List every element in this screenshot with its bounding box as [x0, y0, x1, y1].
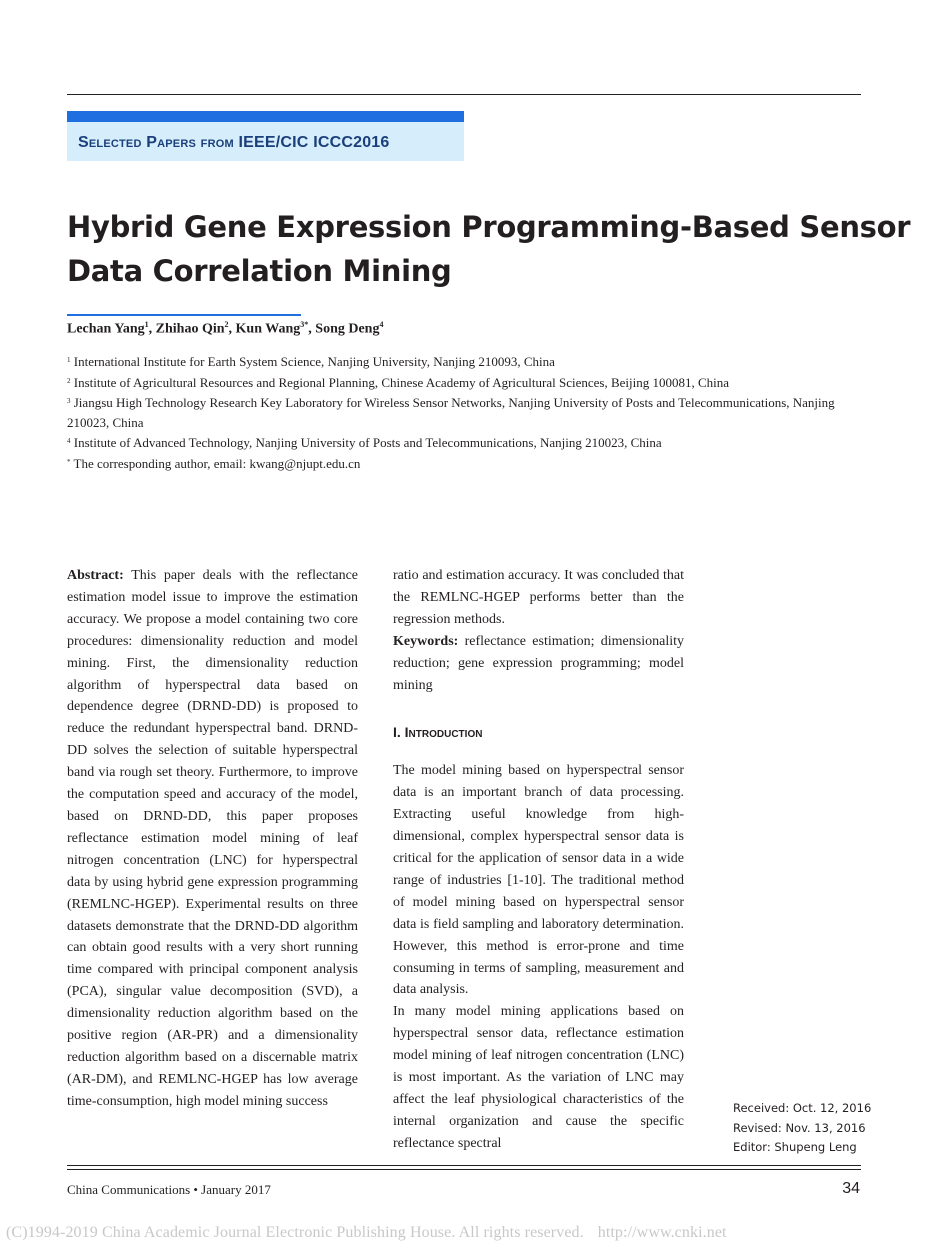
banner-accent-bar	[67, 111, 464, 122]
paper-title	[67, 205, 911, 293]
footer-rule	[67, 1169, 861, 1170]
author-name: Zhihao Qin	[155, 321, 225, 337]
revised-date: Revised: Nov. 13, 2016	[733, 1120, 866, 1135]
affiliation-list	[67, 351, 862, 474]
author-sup: 1	[144, 320, 149, 329]
abstract-text: This paper deals with the reflectance estimation model issue to improve the estimation accuracy. We propose a model containing two core procedures: dimensionality reduction and model mining. First, the dimensionality reduction algorithm of hyperspectral data based on dependence degree (DRND-DD) is proposed to reduce the redundant hyperspectral band. DRND-DD solves the selection of suitable hyperspectral band via rough set theory. Furthermore, to improve the computation speed and accuracy of the model, based on DRND-DD, this paper proposes reflectance estimation model mining of leaf nitrogen concentration (LNC) for hyperspectral data by using hybrid gene expression programming (REMLNC-HGEP). Experimental results on three datasets demonstrate that the DRND-DD algorithm can obtain good results with a very short running time compared with principal component analysis (PCA), singular value decomposition (SVD), a dimensionality reduction algorithm based on the positive region (AR-PR) and a dimensionality reduction algorithm based on a discernable matrix (AR-DM), and REMLNC-HGEP has low average time-consumption, high model mining success	[67, 568, 359, 1109]
copyright-watermark	[6, 1224, 727, 1242]
keywords-paragraph	[393, 631, 684, 697]
author-name: Kun Wang	[235, 321, 301, 337]
keywords-label: Keywords:	[393, 633, 459, 649]
affiliation-item: $^3$ Jiangsu High Technology Research Key Laboratory for Wireless Sensor Networks, Nanjing University of Posts and Telecommunications, Nanjing 210023, China	[67, 395, 835, 430]
footer-rule	[67, 1165, 861, 1166]
author-sup: 4	[379, 320, 384, 329]
author-list: Lechan Yang$^1$, Zhihao Qin$^2$, Kun Wang$^{3*}$, Song Deng$^4$	[67, 320, 384, 337]
abstract-label: Abstract:	[67, 568, 124, 583]
affiliation-item: $^2$ Institute of Agricultural Resources and Regional Planning, Chinese Academy of Agricultural Sciences, Beijing 100081, China	[67, 374, 730, 390]
column-left	[67, 565, 358, 1113]
column-middle	[393, 565, 684, 1155]
editor-name: Editor: Shupeng Leng	[733, 1140, 857, 1154]
affiliation-item: * The corresponding author, email: kwang@njupt.edu.cn	[67, 455, 361, 471]
author-name: Lechan Yang	[67, 321, 145, 337]
banner	[67, 122, 464, 161]
affiliation-item: $^4$ Institute of Advanced Technology, Nanjing University of Posts and Telecommunications, Nanjing 210023, China	[67, 435, 662, 451]
intro-paragraph-2: In many model mining applications based on hyperspectral sensor data, reflectance estimation model mining of leaf nitrogen concentration (LNC) is most important. As the variation of LNC may affect the leaf physiological characteristics of the internal organization and cause the specific reflectance spectral	[393, 1004, 684, 1151]
title-underline	[67, 314, 301, 316]
watermark-url: http://www.cnki.net	[597, 1224, 727, 1241]
page-number: 34	[842, 1180, 860, 1197]
intro-paragraph-1: The model mining based on hyperspectral sensor data is an important branch of data processing. Extracting useful knowledge from high-dimensional, complex hyperspectral sensor data is critical for the application of sensor data in a wide range of industries [1-10]. The traditional method of model mining based on hyperspectral sensor data is field sampling and laboratory determination. However, this method is error-prone and time consuming in terms of sampling, measurement and data analysis.	[393, 763, 684, 998]
author-sup: 3*	[300, 320, 309, 329]
submission-info	[733, 1099, 871, 1158]
affiliation-item: $^1$ International Institute for Earth System Science, Nanjing University, Nanjing 210093, China	[67, 354, 555, 369]
author-name: Song Deng	[315, 321, 380, 337]
watermark-text: (C)1994-2019 China Academic Journal Electronic Publishing House. All rights reserved.	[6, 1224, 584, 1241]
paper-title-line-1: Hybrid Gene Expression Programming-Based Sensor	[67, 210, 911, 244]
paper-title-line-2: Data Correlation Mining	[67, 254, 452, 288]
abstract-paragraph	[67, 565, 358, 1113]
top-rule	[67, 94, 861, 95]
journal-footer: China Communications • January 2017	[67, 1182, 271, 1197]
abstract-continuation: ratio and estimation accuracy. It was concluded that the REMLNC-HGEP performs better than the regression methods.	[393, 568, 684, 627]
received-date: Received: Oct. 12, 2016	[733, 1101, 872, 1115]
author-sup: 2	[224, 320, 229, 329]
keywords-text: reflectance estimation; dimensionality reduction; gene expression programming; model mining	[393, 633, 684, 693]
banner-text: Selected Papers from IEEE/CIC ICCC2016	[78, 134, 390, 151]
section-heading-introduction: I. Introduction	[393, 724, 483, 741]
